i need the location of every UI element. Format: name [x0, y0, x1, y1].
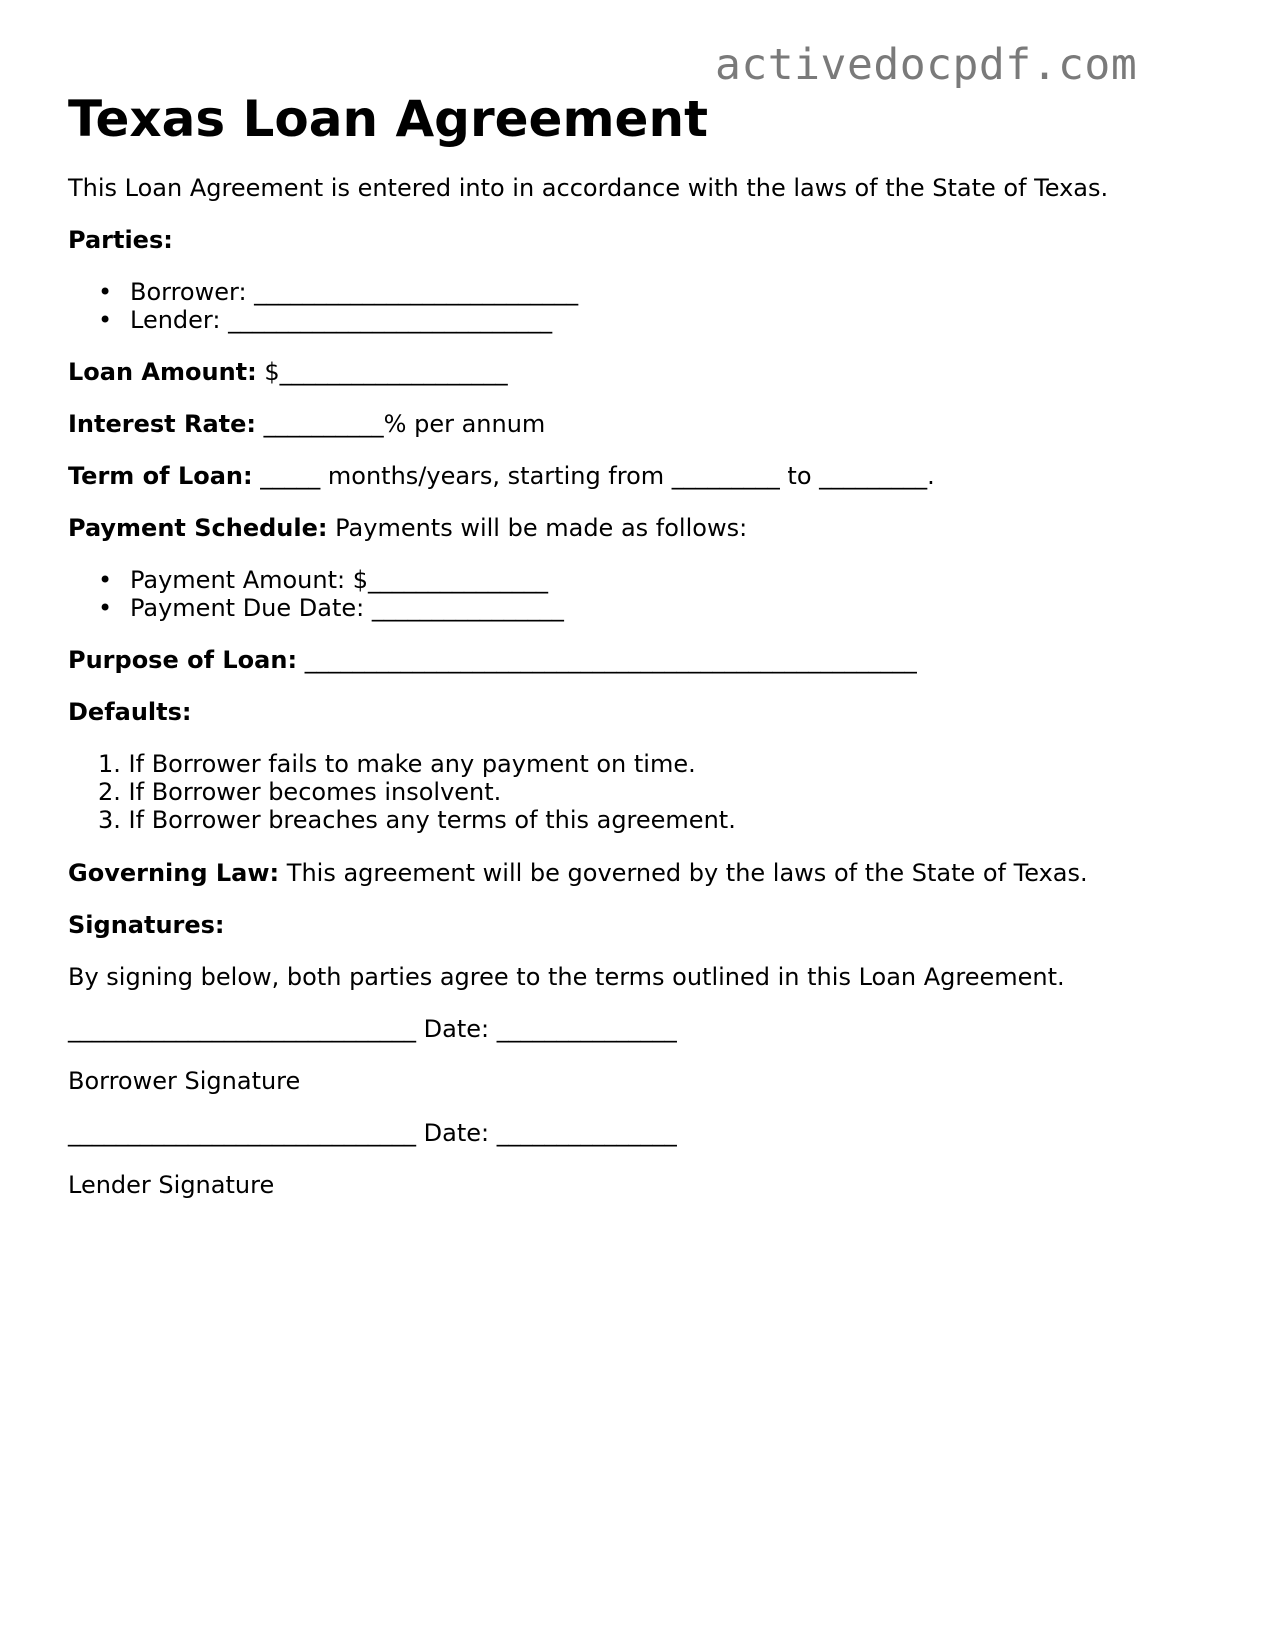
intro-text: This Loan Agreement is entered into in accordance with the laws of the State of Texas.	[68, 174, 1109, 202]
defaults-heading: Defaults:	[68, 698, 192, 726]
borrower-signature-label: Borrower Signature	[68, 1067, 301, 1095]
list-item: 2. If Borrower becomes insolvent.	[98, 778, 502, 806]
list-item: 3. If Borrower breaches any terms of this agreement.	[98, 806, 736, 834]
list-item: • Borrower: ___________________________	[98, 278, 579, 306]
borrower-field: Borrower: ___________________________	[130, 278, 579, 306]
term-label: Term of Loan:	[68, 462, 253, 490]
loan-amount-field: $___________________	[264, 358, 508, 386]
signatures-heading: Signatures:	[68, 911, 225, 939]
interest-rate-field: __________% per annum	[263, 410, 546, 438]
payment-amount-field: Payment Amount: $_______________	[130, 566, 548, 594]
term-row	[68, 461, 935, 491]
payment-schedule-label: Payment Schedule:	[68, 514, 328, 542]
interest-rate-label: Interest Rate:	[68, 410, 257, 438]
purpose-field: ___________________________________________________	[304, 646, 917, 674]
page-title: Texas Loan Agreement	[68, 90, 708, 148]
lender-field: Lender: ___________________________	[130, 306, 553, 334]
term-field: _____ months/years, starting from _________ to _________.	[260, 462, 935, 490]
purpose-label: Purpose of Loan:	[68, 646, 298, 674]
list-item: • Payment Due Date: ________________	[98, 594, 564, 622]
governing-law-text: This agreement will be governed by the laws of the State of Texas.	[286, 859, 1088, 887]
parties-heading: Parties:	[68, 226, 173, 254]
governing-law-row	[68, 858, 1088, 888]
list-item: • Payment Amount: $_______________	[98, 566, 548, 594]
governing-law-label: Governing Law:	[68, 859, 280, 887]
loan-amount-row	[68, 357, 508, 387]
list-item: 1. If Borrower fails to make any payment on time.	[98, 750, 696, 778]
signatures-statement: By signing below, both parties agree to the terms outlined in this Loan Agreement.	[68, 963, 1065, 991]
purpose-row	[68, 645, 917, 675]
payment-due-date-field: Payment Due Date: ________________	[130, 594, 564, 622]
payment-schedule-text: Payments will be made as follows:	[335, 514, 748, 542]
lender-signature-line: _____________________________ Date: _______________	[68, 1119, 677, 1147]
payment-schedule-row	[68, 513, 747, 543]
loan-amount-label: Loan Amount:	[68, 358, 257, 386]
borrower-signature-line: _____________________________ Date: _______________	[68, 1015, 677, 1043]
interest-rate-row	[68, 409, 545, 439]
lender-signature-label: Lender Signature	[68, 1171, 275, 1199]
watermark: activedocpdf.com	[715, 40, 1138, 90]
list-item: • Lender: ___________________________	[98, 306, 553, 334]
